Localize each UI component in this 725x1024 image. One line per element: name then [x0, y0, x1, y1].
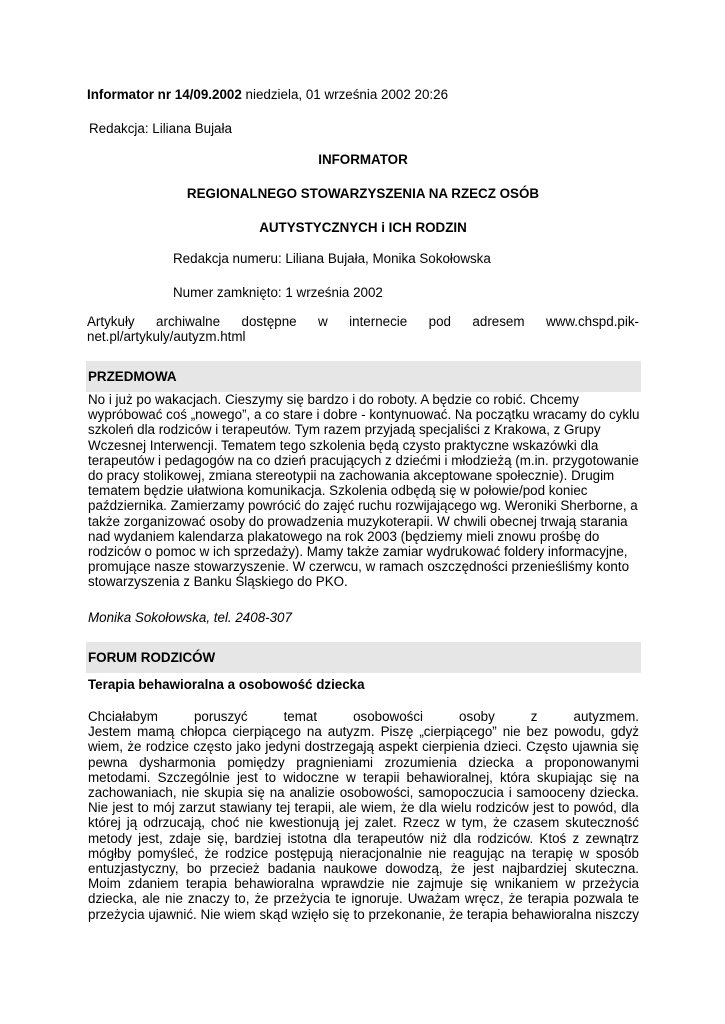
paragraph-line: terapeutów i pedagogów na co dzień pracujących z dziećmi i młodzieżą (m.in. przygotowanie	[88, 452, 639, 468]
paragraph-line: wypróbować coś „nowego”, a co stare i dobre - kontynuować. Na początku wracamy do cyklu	[88, 407, 640, 423]
editor-line: Redakcja: Liliana Bujała	[89, 121, 232, 136]
archive-line-1: Artykuły archiwalne dostępne w internecie pod adresem www.chspd.pik-	[87, 314, 639, 329]
archive-note	[87, 314, 639, 344]
paragraph-line: promujące nasze stowarzyszenie. W czerwcu, w ramach oszczędności przenieśliśmy konto	[88, 559, 630, 575]
paragraph-line: wiem, że rodzice często jako jedyni dostrzegają aspekt cierpienia dzieci. Często ujawnia się	[88, 739, 639, 755]
paragraph-line: której ją odrzucają, choć nie kwestionują jej zalet. Rzecz w tym, że czasem skuteczność	[88, 815, 639, 831]
paragraph-line: zachowaniach, nie skupia się na analizie osobowości, samopoczucia i samooceny dziecka.	[88, 785, 639, 801]
issue-header	[87, 87, 448, 102]
issue-date: niedziela, 01 września 2002 20:26	[241, 87, 449, 102]
archive-line-2: net.pl/artykuly/autyzm.html	[87, 329, 246, 345]
section-heading-text: PRZEDMOWA	[88, 369, 177, 384]
paragraph-line: do pracy stolikowej, zmiana stereotypii na zachowania akceptowane społecznie). Drugim	[88, 468, 615, 484]
paragraph-line: metodami. Szczególnie jest to widoczne w terapii behawioralnej, która skupiając się na	[88, 769, 639, 785]
forum-paragraph	[88, 709, 639, 922]
paragraph-line: października. Zamierzamy powrócić do zajęć ruchu rozwijającego wg. Weroniki Sherborne, a	[88, 498, 638, 514]
informator-number: Informator nr 14/09.2002	[87, 87, 242, 102]
paragraph-line: metody jest, zdaje się, bardziej istotna dla terapeutów niż dla rodziców. Ktoś z zewnątrz	[88, 830, 639, 846]
article-subtitle: Terapia behawioralna a osobowość dziecka	[88, 677, 365, 692]
title-line-3: AUTYSTYCZNYCH i ICH RODZIN	[259, 220, 467, 235]
paragraph-line: Wczesnej Interwencji. Tematem tego szkolenia będą czysto praktyczne wskazówki dla	[88, 437, 599, 453]
paragraph-line: stowarzyszenia z Banku Śląskiego do PKO.	[88, 574, 348, 590]
paragraph-line: Moim zdaniem terapia behawioralna wprawdzie nie zajmuje się wnikaniem w przeżycia	[88, 876, 639, 892]
paragraph-line: także zorganizować osoby do prowadzenia muzykoterapii. W chwili obecnej trwają starania	[88, 513, 628, 529]
paragraph-line: nad wydaniem kalendarza plakatowego na rok 2003 (będziemy mieli znowu prośbę do	[88, 528, 600, 544]
section-heading-preface	[86, 361, 641, 392]
title-line-1: INFORMATOR	[318, 152, 408, 167]
title-line-2: REGIONALNEGO STOWARZYSZENIA NA RZECZ OSÓB	[186, 186, 540, 201]
section-heading-forum	[86, 642, 641, 673]
issue-editors: Redakcja numeru: Liliana Bujała, Monika Sokołowska	[173, 251, 491, 266]
paragraph-line: Jestem mamą chłopca cierpiącego na autyzm. Piszę „cierpiącego” nie bez powodu, gdyż	[88, 724, 639, 740]
paragraph-line: dziecka, ale nie znaczy to, że przeżycia te ignoruje. Uważam wręcz, że terapia pozwala te	[88, 891, 639, 907]
section-heading-text: FORUM RODZICÓW	[88, 650, 216, 665]
paragraph-line: pewna dysharmonia pomiędzy pragnieniami zrozumienia dziecka a proponowanymi	[88, 754, 639, 770]
paragraph-line: Chciałabym poruszyć temat osobowości osoby z autyzmem.	[88, 709, 639, 724]
paragraph-line: No i już po wakacjach. Cieszymy się bardzo i do roboty. A będzie co robić. Chcemy	[88, 392, 579, 407]
preface-signature: Monika Sokołowska, tel. 2408-307	[88, 610, 292, 625]
paragraph-line: szkoleń dla rodziców i terapeutów. Tym razem przyjadą specjaliści z Krakowa, z Grupy	[88, 422, 601, 438]
issue-closed-date: Numer zamknięto: 1 września 2002	[173, 285, 383, 300]
paragraph-line: przeżycia ujawnić. Nie wiem skąd wzięło się to przekonanie, że terapia behawioralna niszczy	[88, 906, 639, 922]
paragraph-line: Nie jest to mój zarzut stawiany tej terapii, ale wiem, że dla wielu rodziców jest to powód, dla	[88, 800, 639, 816]
paragraph-line: entuzjastyczny, bo przecież badania naukowe dowodzą, że jest najbardziej skuteczna.	[88, 861, 639, 877]
paragraph-line: mógłby pomyśleć, że rodzice postępują nieracjonalnie nie reagując na terapię w sposób	[88, 845, 639, 861]
paragraph-line: tematem będzie ułatwiona komunikacja. Szkolenia odbędą się w połowie/pod koniec	[88, 483, 588, 499]
preface-paragraph	[88, 392, 640, 590]
paragraph-line: rodziców o pomoc w ich sprzedaży). Mamy także zamiar wydrukować foldery informacyjne,	[88, 544, 628, 560]
